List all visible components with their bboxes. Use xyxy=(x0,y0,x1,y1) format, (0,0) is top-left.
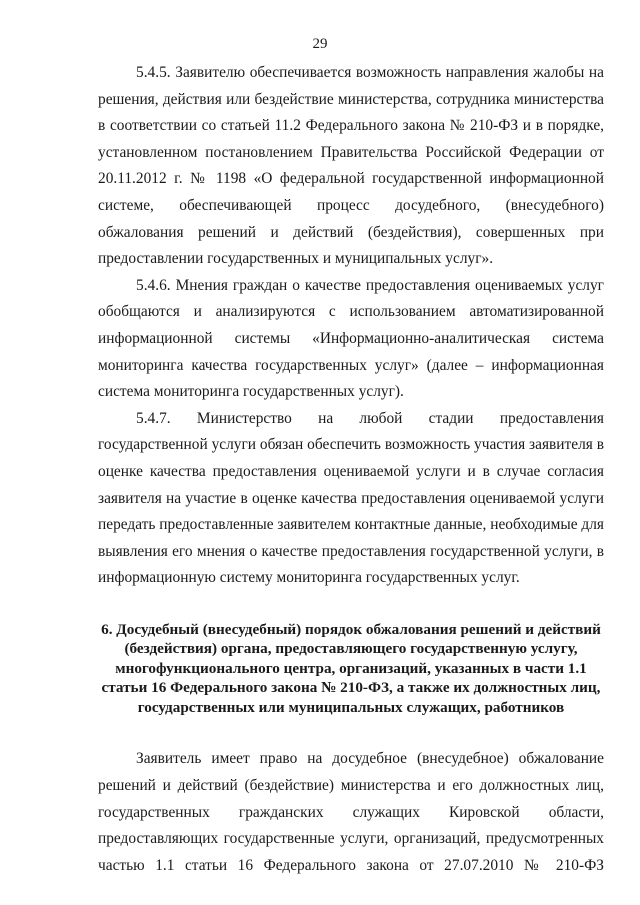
paragraph-5-4-5: 5.4.5. Заявителю обеспечивается возможность направления жалобы на решения, действия или бездействие министерства, сотрудника министерства в соответствии со статьей 11.2 Федерального закона № 210-ФЗ и в порядке, установленном постановлением Правительства Российской Федерации от 20.11.2012 г. № 1198 «О федеральной государственной информационной системе, обеспечивающей процесс досудебного, (внесудебного) обжалования решений и действий (бездействия), совершенных при предоставлении государственных и муниципальных услуг». xyxy=(98,64,604,268)
page-number: 29 xyxy=(312,36,328,52)
page-content xyxy=(98,60,604,879)
section-6-heading: 6. Досудебный (внесудебный) порядок обжалования решений и действий (бездействия) органа, предоставляющего государственную услугу, многофункционального центра, организаций, указанных в части 1.1 статьи 16 Федерального закона № 210-ФЗ, а также их должностных лиц, государственных или муниципальных служащих, работников xyxy=(101,620,601,716)
paragraph-5-4-7: 5.4.7. Министерство на любой стадии предоставления государственной услуги обязан обеспечить возможность участия заявителя в оценке качества предоставления оцениваемой услуги и в случае согласия заявителя на участие в оценке качества предоставления оцениваемой услуги передать предоставленные заявителем контактные данные, необходимые для выявления его мнения о качестве предоставления государственной услуги, в информационную систему мониторинга государственных услуг. xyxy=(98,409,604,587)
paragraph-section-6-intro: Заявитель имеет право на досудебное (внесудебное) обжалование решений и действий (бездействие) министерства и его должностных лиц, государственных гражданских служащих Кировской области, предоставляющих государственные услуги, организаций, предусмотренных частью 1.1 статьи 16 Федерального закона от 27.07.2010 № 210-ФЗ xyxy=(98,750,604,874)
paragraph-5-4-6: 5.4.6. Мнения граждан о качестве предоставления оцениваемых услуг обобщаются и анализируются с использованием автоматизированной информационной системы «Информационно-аналитическая система мониторинга качества государственных услуг» (далее – информационная система мониторинга государственных услуг). xyxy=(98,276,604,401)
